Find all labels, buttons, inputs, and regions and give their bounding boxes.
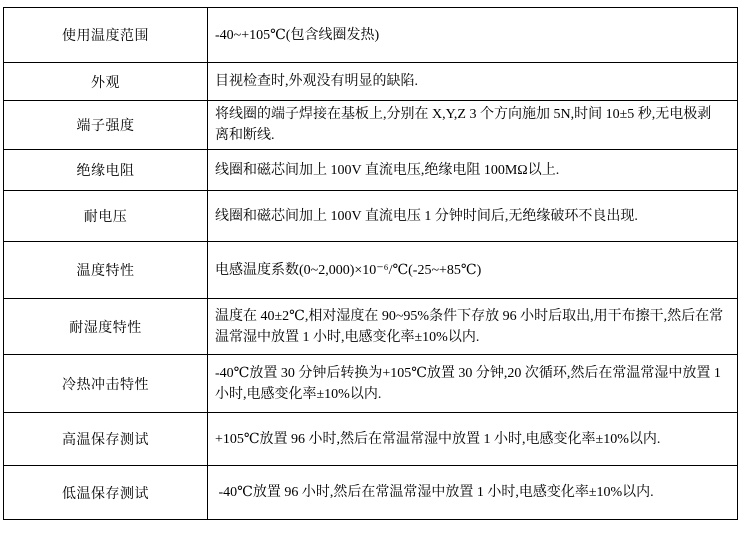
spec-value-cell: [208, 466, 738, 520]
table-row: [4, 355, 738, 413]
spec-value-cell: [208, 413, 738, 466]
table-row: [4, 150, 738, 191]
spec-label: 使用温度范围: [62, 29, 149, 44]
spec-table: [3, 7, 738, 520]
table-row: [4, 242, 738, 299]
spec-value: 目视检查时,外观没有明显的缺陷.: [215, 74, 418, 89]
spec-label: 低温保存测试: [62, 486, 149, 502]
spec-value: 线圈和磁芯间加上 100V 直流电压 1 分钟时间后,无绝缘破环不良出现.: [215, 208, 638, 224]
spec-value: 将线圈的端子焊接在基板上,分别在 X,Y,Z 3 个方向施加 5N,时间 10±5 秒,无电极剥离和断线.: [215, 107, 712, 143]
spec-label: 冷热冲击特性: [62, 377, 149, 393]
spec-value-cell: [208, 355, 738, 413]
spec-value-cell: [208, 299, 738, 355]
table-row: [4, 101, 738, 150]
spec-label-cell: [4, 150, 208, 191]
spec-label-cell: [4, 8, 208, 63]
spec-label-cell: [4, 242, 208, 299]
spec-label-cell: [4, 63, 208, 101]
spec-value: -40℃放置 96 小时,然后在常温常湿中放置 1 小时,电感变化率±10%以内.: [215, 485, 654, 500]
spec-label: 耐湿度特性: [69, 320, 142, 336]
table-row: [4, 466, 738, 520]
spec-value: -40~+105℃(包含线圈发热): [215, 27, 380, 43]
spec-value-cell: [208, 8, 738, 63]
spec-value-cell: [208, 101, 738, 150]
spec-label: 外观: [91, 75, 120, 91]
spec-value-cell: [208, 191, 738, 242]
spec-label: 耐电压: [83, 210, 128, 225]
spec-value: 温度在 40±2℃,相对湿度在 90~95%条件下存放 96 小时后取出,用干布擦干,然后在常温常湿中放置 1 小时,电感变化率±10%以内.: [215, 308, 724, 345]
spec-label-cell: [4, 191, 208, 242]
spec-label-cell: [4, 466, 208, 520]
spec-label: 端子强度: [76, 119, 135, 134]
spec-value: -40℃放置 30 分钟后转换为+105℃放置 30 分钟,20 次循环,然后在常温常湿中放置 1 小时,电感变化率±10%以内.: [215, 365, 725, 402]
table-row: [4, 299, 738, 355]
spec-table-body: [4, 8, 738, 520]
spec-value: +105℃放置 96 小时,然后在常温常湿中放置 1 小时,电感变化率±10%以内.: [215, 431, 661, 447]
spec-value: 电感温度系数(0~2,000)×10⁻⁶/℃(-25~+85℃): [215, 262, 482, 278]
table-row: [4, 63, 738, 101]
spec-label-cell: [4, 101, 208, 150]
spec-value: 线圈和磁芯间加上 100V 直流电压,绝缘电阻 100MΩ以上.: [215, 162, 560, 178]
spec-label: 温度特性: [76, 264, 135, 279]
spec-label-cell: [4, 355, 208, 413]
table-row: [4, 8, 738, 63]
spec-value-cell: [208, 150, 738, 191]
spec-label-cell: [4, 299, 208, 355]
spec-value-cell: [208, 242, 738, 299]
spec-label-cell: [4, 413, 208, 466]
spec-value-cell: [208, 63, 738, 101]
spec-label: 绝缘电阻: [76, 164, 135, 179]
table-row: [4, 191, 738, 242]
spec-label: 高温保存测试: [62, 433, 149, 448]
table-row: [4, 413, 738, 466]
